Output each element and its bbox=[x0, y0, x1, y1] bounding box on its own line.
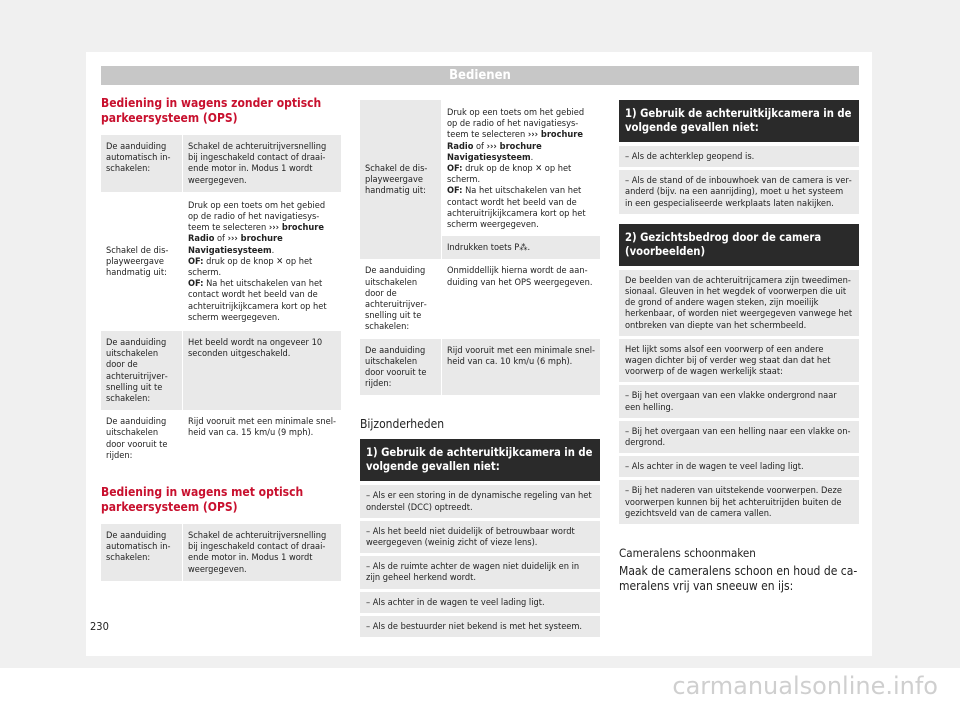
text: druk op de knop ✕ op het scherm. bbox=[447, 163, 572, 186]
table-with-ops bbox=[101, 524, 341, 581]
text: . bbox=[530, 151, 534, 163]
list-item: – Als de bestuurder niet bekend is met het systeem. bbox=[360, 616, 600, 637]
page-number: 230 bbox=[90, 620, 109, 633]
list-item: – Als achter in de wagen te veel lading ligt. bbox=[360, 592, 600, 613]
table-row bbox=[101, 410, 341, 467]
list-item: De beelden van de achteruitrijcamera zijn tweedimensionaal. Gleuven in het wegdek of voorwerpen die uit de grond of andere wagen steken, zijn moeilijk herkenbaar, of worden niet weergegeven vanwege het ontbreken van diepte van het schermbeeld. bbox=[619, 270, 859, 336]
row-value: Onmiddellijk hierna wordt de aanduiding van het OPS weergegeven. bbox=[442, 259, 601, 338]
note-box-title: 2) Gezichtsbedrog door de camera (voorbeelden) bbox=[619, 224, 859, 266]
warning-box-title: 1) Gebruik de achteruitkijkcamera in de volgende gevallen niet: bbox=[619, 100, 859, 142]
text: Druk op een toets om het gebied op de radio of het navigatiesysteem te selecteren bbox=[447, 107, 585, 141]
list-item: – Bij het naderen van uitstekende voorwerpen. Deze voorwerpen kunnen bij het achteruitrijden buiten de gezichtsveld van de camera vallen. bbox=[619, 480, 859, 524]
paragraph-camera-lens: Maak de cameralens schoon en houd de cameralens vrij van sneeuw en ijs: bbox=[619, 564, 858, 594]
row-value bbox=[442, 100, 601, 236]
link-brochure-radio[interactable]: ››› brochure Radio bbox=[447, 129, 583, 152]
table-row bbox=[360, 339, 600, 396]
text: . bbox=[271, 244, 275, 256]
watermark: carmanualsonline.info bbox=[672, 672, 938, 700]
section-title-with-ops: Bediening in wagens met optisch parkeersysteem (OPS) bbox=[101, 485, 304, 515]
table-with-ops-continued bbox=[360, 100, 600, 395]
warning-box-title: 1) Gebruik de achteruitkijkcamera in de volgende gevallen niet: bbox=[360, 439, 600, 481]
table-row bbox=[101, 524, 341, 581]
table-row bbox=[101, 135, 341, 192]
text: of bbox=[214, 233, 228, 245]
link-brochure-navigation[interactable]: ››› brochure Navigatiesysteem bbox=[188, 233, 283, 256]
row-value: Indrukken toets P⁂. bbox=[442, 236, 601, 259]
list-item: – Als het beeld niet duidelijk of betrouwbaar wordt weergegeven (weinig zicht of vieze lens). bbox=[360, 521, 600, 553]
row-value: Het beeld wordt na ongeveer 10 seconden uitgeschakeld. bbox=[183, 331, 342, 410]
or-label: OF: bbox=[447, 185, 463, 197]
subheading-bijzonderheden: Bijzonderheden bbox=[360, 417, 445, 432]
row-label: De aanduiding automatisch inschakelen: bbox=[101, 524, 183, 581]
row-label: De aanduiding uitschakelen door de achteruitrijversnelling uit te schakelen: bbox=[360, 259, 442, 338]
row-label: Schakel de displayweergave handmatig uit: bbox=[360, 100, 442, 259]
list-item: – Bij het overgaan van een helling naar een vlakke ondergrond. bbox=[619, 421, 859, 453]
column-1 bbox=[101, 96, 341, 581]
table-row bbox=[101, 192, 341, 331]
column-2 bbox=[360, 100, 600, 640]
table-row bbox=[360, 259, 600, 338]
row-label: De aanduiding automatisch inschakelen: bbox=[101, 135, 183, 192]
row-value: Rijd vooruit met een minimale snelheid van ca. 10 km/u (6 mph). bbox=[442, 339, 601, 396]
row-label: Schakel de displayweergave handmatig uit: bbox=[101, 192, 183, 331]
page-header: Bedienen bbox=[101, 66, 859, 85]
list-item: – Als de ruimte achter de wagen niet duidelijk en in zijn geheel herkend wordt. bbox=[360, 556, 600, 588]
text: druk op de knop ✕ op het scherm. bbox=[188, 255, 313, 279]
text: Druk op een toets om het gebied op de radio of het navigatiesysteem te selecteren bbox=[188, 199, 326, 234]
list-item: – Als de stand of de inbouwhoek van de camera is veranderd (bijv. na een aanrijding), moet u het systeem in een gespecialiseerde werkplaats laten nakijken. bbox=[619, 170, 859, 214]
row-value: Schakel de achteruitrijversnelling bij ingeschakeld contact of draaiende motor in. Modus 1 wordt weergegeven. bbox=[183, 524, 342, 581]
or-label: OF: bbox=[188, 278, 204, 290]
list-item: – Bij het overgaan van een vlakke ondergrond naar een helling. bbox=[619, 385, 859, 417]
row-value bbox=[183, 192, 342, 331]
list-item: Het lijkt soms alsof een voorwerp of een andere wagen dichter bij of verder weg staat dan dat het voorwerp of de wagen werkelijk staat: bbox=[619, 339, 859, 383]
text: of bbox=[473, 140, 487, 152]
row-value: Rijd vooruit met een minimale snelheid van ca. 15 km/u (9 mph). bbox=[183, 410, 342, 467]
link-brochure-radio[interactable]: ››› brochure Radio bbox=[188, 222, 324, 245]
row-label: De aanduiding uitschakelen door vooruit te rijden: bbox=[101, 410, 183, 467]
table-row bbox=[101, 331, 341, 410]
list-item: – Als achter in de wagen te veel lading ligt. bbox=[619, 456, 859, 477]
text: Na het uitschakelen van het contact wordt het beeld van de achteruitrijkijkcamera kort op het scherm weergegeven. bbox=[188, 278, 327, 323]
link-brochure-navigation[interactable]: ››› brochure Navigatiesysteem bbox=[447, 140, 542, 163]
list-item: – Als de achterklep geopend is. bbox=[619, 146, 859, 167]
or-label: OF: bbox=[188, 255, 204, 267]
column-3 bbox=[619, 100, 859, 594]
list-item: – Als er een storing in de dynamische regeling van het onderstel (DCC) optreedt. bbox=[360, 485, 600, 517]
row-value: Schakel de achteruitrijversnelling bij ingeschakeld contact of draaiende motor in. Modus 1 wordt weergegeven. bbox=[183, 135, 342, 192]
section-title-without-ops: Bediening in wagens zonder optisch parkeersysteem (OPS) bbox=[101, 96, 322, 125]
table-without-ops bbox=[101, 135, 341, 467]
text: Na het uitschakelen van het contact wordt het beeld van de achteruitrijkijkcamera kort op het scherm weergegeven. bbox=[447, 185, 586, 231]
row-label: De aanduiding uitschakelen door de achteruitrijversnelling uit te schakelen: bbox=[101, 331, 183, 410]
table-row bbox=[360, 100, 600, 236]
or-label: OF: bbox=[447, 163, 463, 175]
subheading-camera-lens: Cameralens schoonmaken bbox=[619, 546, 756, 561]
row-label: De aanduiding uitschakelen door vooruit te rijden: bbox=[360, 339, 442, 396]
